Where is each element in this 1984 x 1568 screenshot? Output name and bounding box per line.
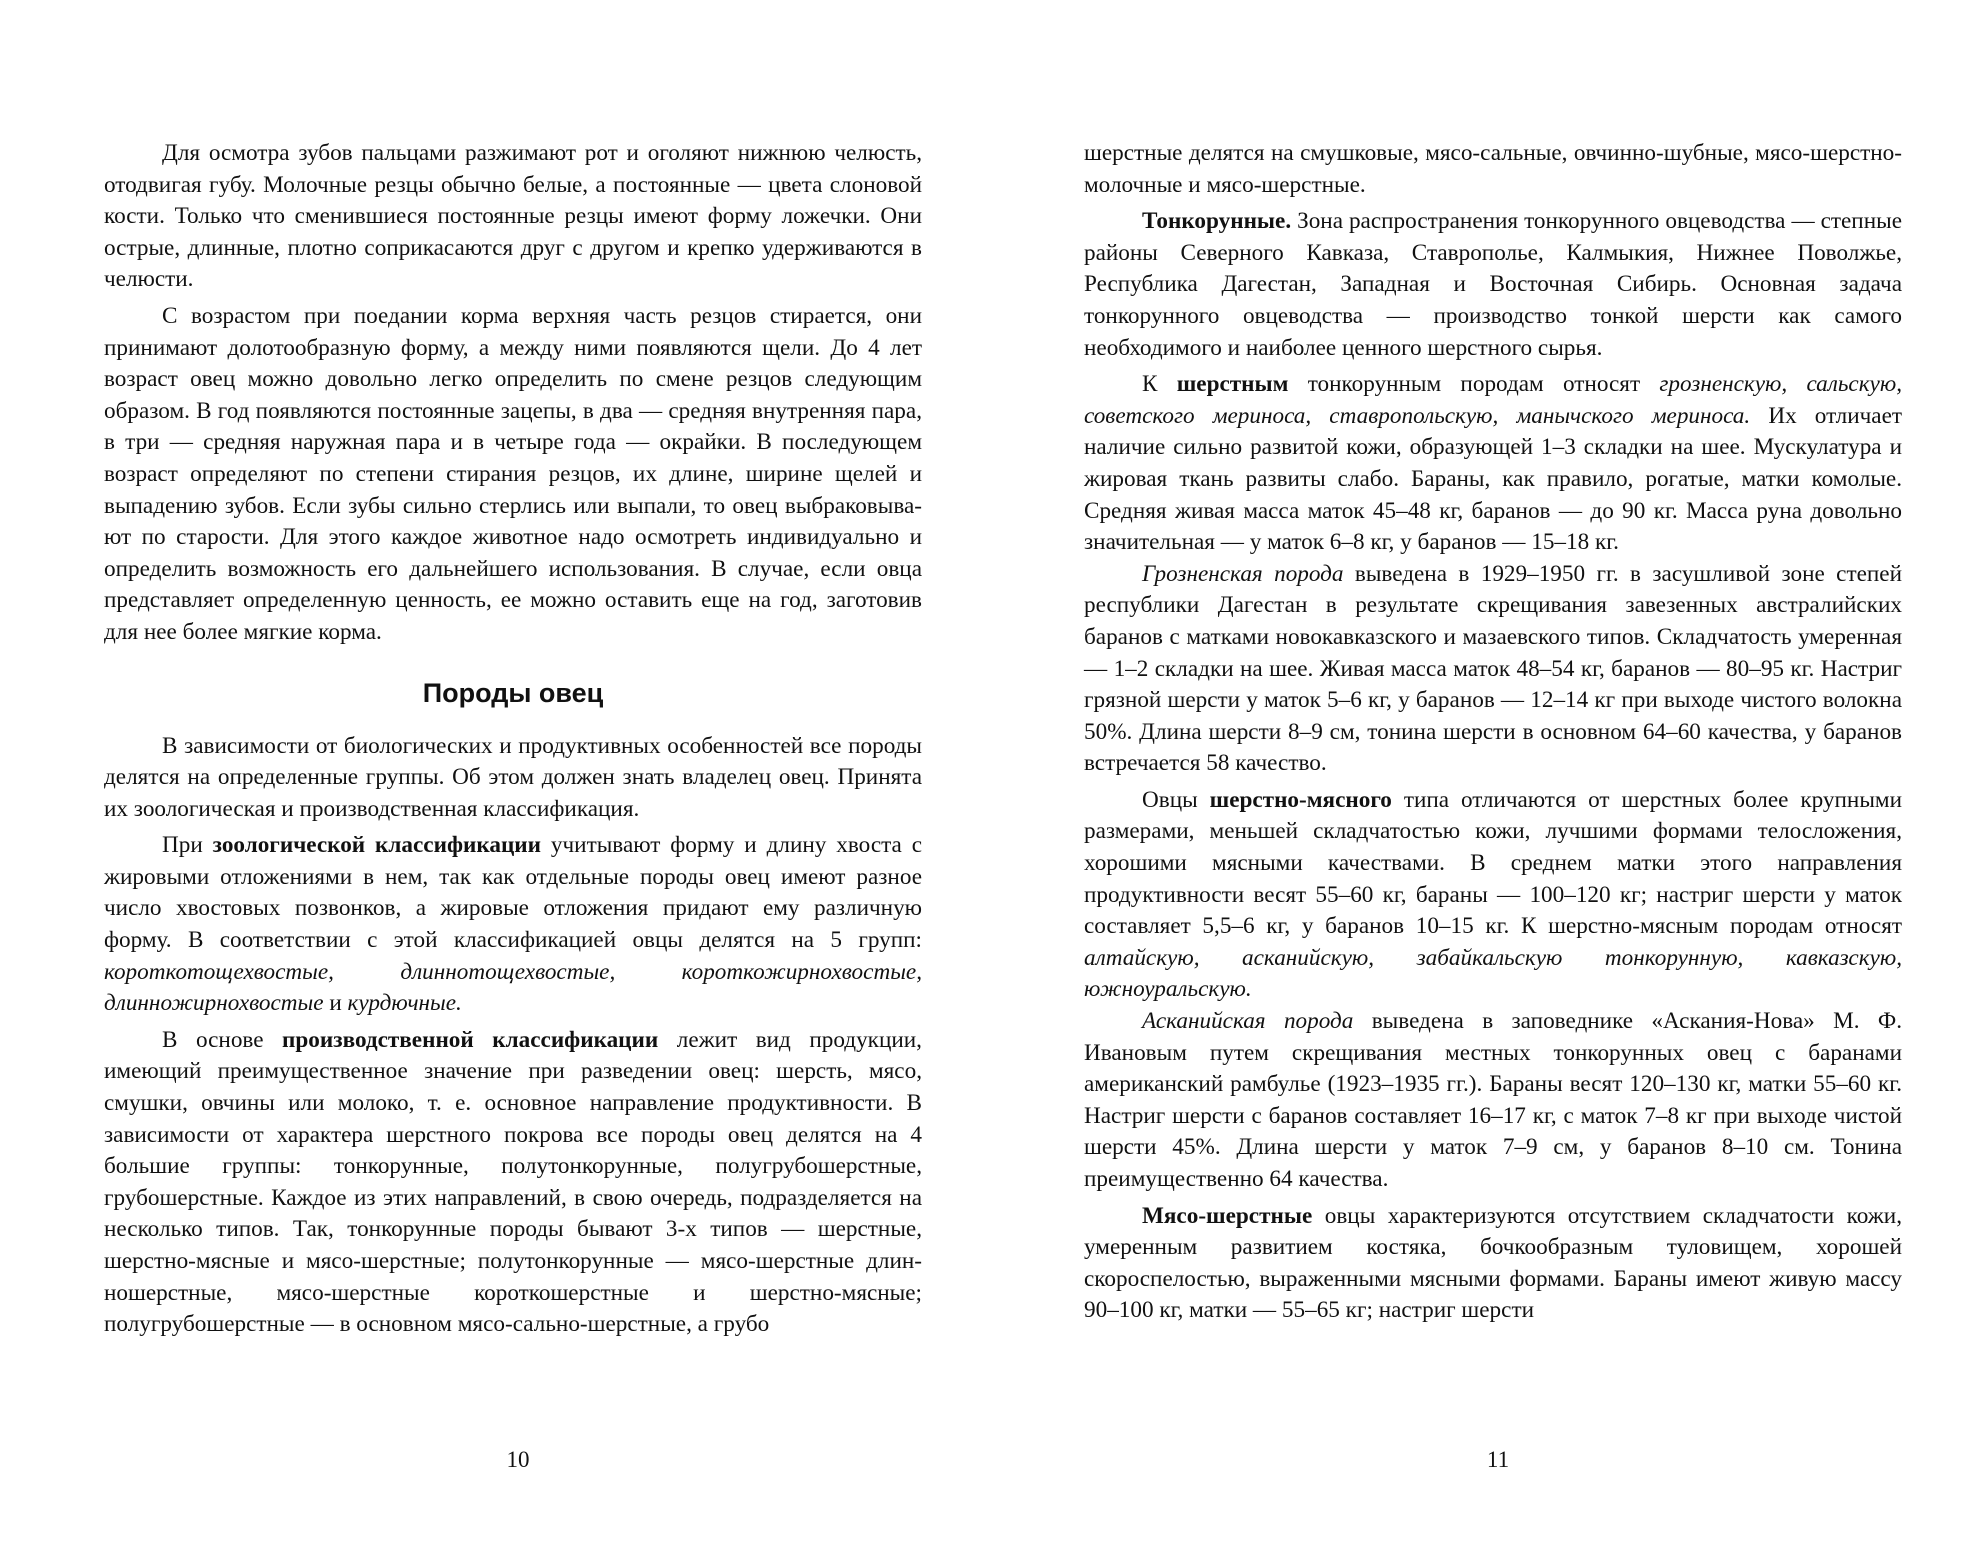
paragraph: Тонкорунные. Зона распространения тонкорунного овцеводства — степные районы Северного Кавказа, Ставрополье, Калмыкия, Нижнее Поволжье, Республика Дагестан, Западная и Восточная Сибирь. Основная задача тонкорунного овцеводства — производство тонкой шерсти как самого необходимого и наиболее ценного шерстного сырья. [1084, 208, 1902, 361]
paragraph: Мясо-шерстные овцы характеризуются отсутствием складчатости кожи, умеренным развитием костяка, бочкообразным туловищем, хорошей скороспелостью, выраженными мясными формами. Бараны имеют живую массу 90–100 кг, матки — 55–65 кг; настриг шерсти [1084, 1202, 1902, 1324]
paragraph: С возрастом при поедании корма верхняя часть резцов стирается, они принимают долотообразную форму, а между ними появляются щели. До 4 лет возраст овец можно довольно легко определить по смене резцов следующим образом. В год появляются постоянные зацепы, в два — средняя внутренняя пара, в три — средняя наружная пара и в четыре года — окрайки. В последующем возраст определяют по степени стирания резцов, их длине, ширине щелей и выпадению зубов. Если зубы сильно стерлись или выпали, то овец выбраковывают по старости. Для этого каждое животное надо осмотреть индивидуально и определить возможность его дальнейшего использования. В случае, если овца представляет определенную ценность, ее можно оставить еще на год, заготовив для нее более мягкие корма. [104, 302, 922, 645]
paragraph: Асканийская порода выведена в заповеднике «Аскания-Нова» М. Ф. Ивановым путем скрещивания местных тонкорунных овец с баранами американский рамбулье (1923–1935 гг.). Бараны весят 120–130 кг, матки 55–60 кг. Настриг шерсти с баранов составляет 16–17 кг, с маток 7–8 кг при выходе чистой шерсти 45%. Длина шерсти у маток 7–9 см, у баранов 8–10 см. Тонина преимущественно 64 качества. [1084, 1008, 1903, 1192]
right-text-column [1084, 138, 1902, 1327]
paragraph: В зависимости от биологических и продуктивных особенностей все породы делятся на определенные группы. Об этом должен знать владелец овец. Принята их зоологическая и производственная классификация. [104, 732, 922, 822]
paragraph: Овцы шерстно-мясного типа отличаются от шерстных более крупными размерами, меньшей складчатостью кожи, лучшими формами телосложения, хорошими мясными качествами. В среднем матки этого направления продуктивности весят 55–60 кг, бараны — 100–120 кг; настриг шерсти у маток составляет 5,5–6 кг, у баранов 10–15 кг. К шерстно-мясным породам относят алтайскую, асканийскую, забайкальскую тонкорунную, кавказскую, южноуральскую. [1084, 786, 1902, 1003]
paragraph: При зоологической классификации учитывают форму и длину хвоста с жировыми отложениями в нем, так как отдельные породы овец имеют разное число хвостовых позвонков, а жировые отложения придают ему различную форму. В соответствии с этой классификацией овцы делятся на 5 групп: короткотощехвостые, длиннотощехвостые, короткожирнохвостые, длинножирнохвостые и курдючные. [104, 832, 922, 1017]
left-text-column [104, 138, 922, 1341]
paragraph: В основе производственной классификации лежит вид продукции, имеющий преимущественное значение при разведении овец: шерсть, мясо, смушки, овчины или молоко, т. е. основное направление продуктивности. В зависимости от характера шерстного покрова все породы овец делятся на 4 большие группы: тонкорунные, полутонкорунные, полугрубошерстные, грубошерстные. Каждое из этих направлений, в свою очередь, подразделяется на несколько типов. Так, тонкорунные породы бывают 3-х типов — шерстные, шерстно-мясные и мясо-шерстные; полутонкорунные — мясо-шерстные длинношерстные, мясо-шерстные короткошерстные и шерстно-мясные; полугрубошерстные — в основном мясо-сально-шерстные, а грубо [104, 1026, 922, 1338]
right-page [992, 0, 1984, 1568]
paragraph: Для осмотра зубов пальцами разжимают рот и оголяют нижнюю челюсть, отодвигая губу. Молочные резцы обычно белые, а постоянные — цвета слоновой кости. Только что сменившиеся постоянные резцы имеют форму ложечки. Они острые, длинные, плотно соприкасаются друг с другом и крепко удерживаются в челюсти. [104, 140, 922, 293]
page-number: 10 [506, 1447, 530, 1472]
section-heading: Породы овец [422, 677, 604, 708]
paragraph: шерстные делятся на смушковые, мясо-сальные, овчинно-шубные, мясо-шерстно-молочные и мясо-шерстные. [1084, 140, 1902, 198]
paragraph: Грозненская порода выведена в 1929–1950 гг. в засушливой зоне степей республики Дагестан в результате скрещивания завезенных австралийских баранов с матками новокавказского и мазаевского типов. Складчатость умеренная — 1–2 складки на шее. Живая масса маток 48–54 кг, баранов — 80–95 кг. Настриг грязной шерсти у маток 5–6 кг, у баранов — 12–14 кг при выходе чистого волокна 50%. Длина шерсти 8–9 см, тонина шерсти в основном 64–60 качества, у баранов встречается 58 качество. [1084, 560, 1902, 777]
page-number: 11 [1486, 1447, 1510, 1472]
paragraph: К шерстным тонкорунным породам относят грозненскую, сальскую, советского мериноса, ставропольскую, манычского мериноса. Их отличает наличие сильно развитой кожи, образующей 1–3 складки на шее. Мускулатура и жировая ткань развиты слабо. Бараны, как правило, рогатые, матки комолые. Средняя живая масса маток 45–48 кг, баранов — до 90 кг. Масса руна довольно значительная — у маток 6–8 кг, у баранов — 15–18 кг. [1084, 371, 1903, 556]
